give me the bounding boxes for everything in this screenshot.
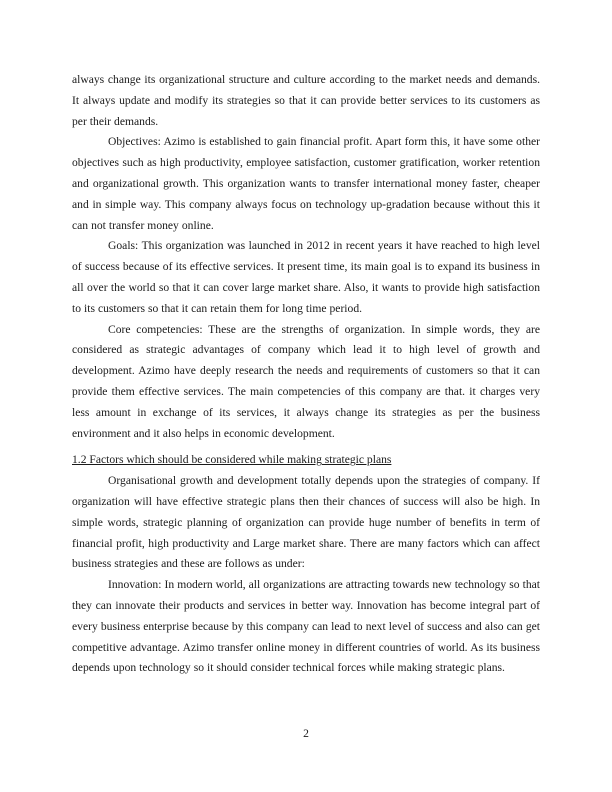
section-heading: 1.2 Factors which should be considered while making strategic plans [72, 453, 392, 467]
paragraph-continuation: always change its organizational structure and culture according to the market needs and demands. It always update and modify its strategies so that it can provide better services to its customers as per their demands. [72, 73, 540, 128]
paragraph-organisational-growth: Organisational growth and development totally depends upon the strategies of company. If organization will have effective strategic plans then their chances of success will also be high. In simple words, strategic planning of organization can provide huge number of benefits in term of financial profit, high productivity and Large market share. There are many factors which can affect business strategies and these are follows as under: [72, 474, 540, 571]
document-page [72, 70, 540, 679]
paragraph-objectives: Objectives: Azimo is established to gain financial profit. Apart form this, it have some other objectives such as high productivity, employee satisfaction, customer gratification, worker retention and organizational growth. This organization wants to transfer international money faster, cheaper and in simple way. This company always focus on technology up-gradation because without this it can not transfer money online. [72, 135, 540, 232]
paragraph-goals: Goals: This organization was launched in 2012 in recent years it have reached to high level of success because of its effective services. It present time, its main goal is to expand its business in all over the world so that it can cover large market share. Also, it wants to provide high satisfaction to its customers so that it can retain them for long time period. [72, 239, 540, 315]
paragraph-core-competencies: Core competencies: These are the strengths of organization. In simple words, they are considered as strategic advantages of company which lead it to high level of growth and development. Azimo have deeply research the needs and requirements of customers so that it can provide them effective services. The main competencies of this company are that. it charges very less amount in exchange of its services, it always change its strategies as per the business environment and it also helps in economic development. [72, 322, 540, 440]
page-number: 2 [303, 727, 309, 740]
paragraph-innovation: Innovation: In modern world, all organizations are attracting towards new technology so that they can innovate their products and services in better way. Innovation has become integral part of every business enterprise because by this company can lead to next level of success and also can get competitive advantage. Azimo transfer online money in different countries of world. As its business depends upon technology so it should consider technical forces while making strategic plans. [72, 578, 540, 675]
